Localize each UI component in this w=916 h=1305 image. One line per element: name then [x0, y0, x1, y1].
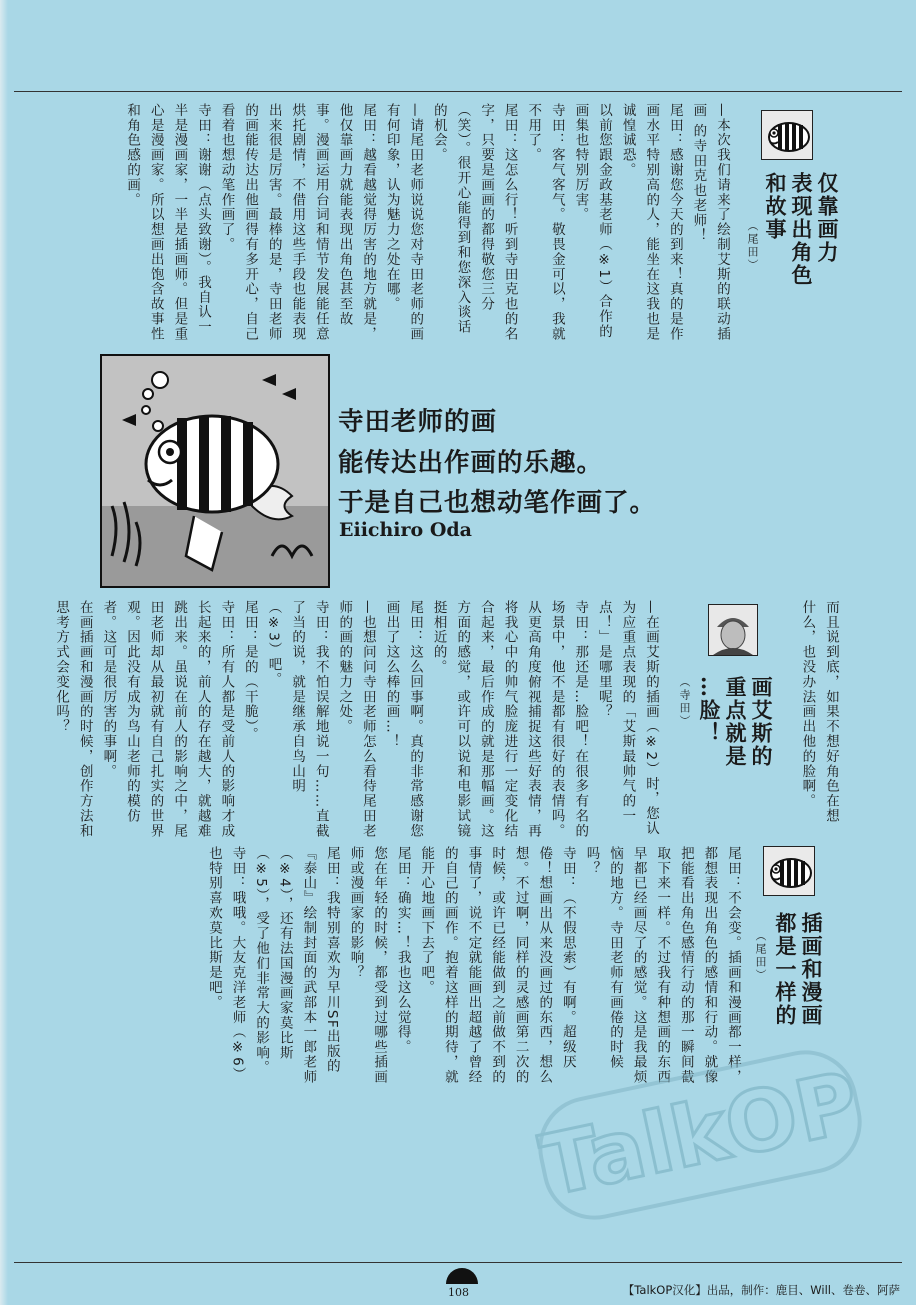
article-body-mid-right: 而且说到底，如果不想好角色在想什么，也没办法画出他的脸啊。	[799, 600, 839, 824]
section-byline-2: （寺田）	[678, 676, 691, 728]
article-body-mid-left: —在画艾斯的插画（※2）时，您认为应重点表现的「艾斯最帅气的一点！」是哪里呢？ 寺田：那还是…脸吧！在很多有名的场景中，他不是都有很好的表情吗。从更高角度俯视捕捉这些好表情，再将我心中的帅气脸庞进行一定变化结合起来，最后作成的就是那幅画。这方面的感觉，或许可以说和电影试镜挺相近的。 尾田：这么回事啊。真的非常感谢您画出了这么棒的画…！ —也想问问寺田老师怎么看待尾田老师的画的魅力之处。 寺田：我不怕误解地说一句……直截了当的说，就是继承自鸟山明（※3）吧。 尾田：是的（干脆）。 寺田：所有人都是受前人的影响才成长起来的，前人的存在越大，就越难跳出来。虽说在前人的影响之中，尾田老师却从最初就有自己扎实的世界观。因此没有成为鸟山老师的模仿者。这可是很厉害的事啊。 在画插画和漫画的时候，创作方法和思考方式会变化吗？	[53, 600, 659, 839]
pull-quote-signature: Eiichiro Oda	[339, 519, 472, 541]
translation-credit: 【TalkOP汉化】出品，制作：鹿目、Will、卷卷、阿萨	[622, 1283, 900, 1297]
oda-fish-icon-2	[763, 846, 815, 896]
section-byline-1: （尾田）	[746, 220, 759, 272]
article-body-top: —本次我们请来了绘制艾斯的联动插画 的寺田克也老师！ 尾田：感谢您今天的到来！真的是作画水平特别高的人，能坐在这我也是诚惶诚恐。 以前您跟金政基老师（※1）合作的画集也特别厉害。 寺田：客气客气。敬畏金可以，我就不用了。 尾田：这怎么行！听到寺田克也的名字，只要是画画的都得敬您三分（笑）。很开心能得到和您深入谈话的机会。 —请尾田老师说说您对寺田老师的画有何印象，认为魅力之处在哪。 尾田：越看越觉得厉害的地方就是，他仅靠画力就能表现出角色甚至故事。漫画运用台词和情节发展能任意烘托剧情，不借用这些手段也能表现出来很是厉害。最棒的是，寺田老师的画能传达出他画得有多开心，自己看着也想动笔作画了。 寺田：谢谢（点头致谢）。我自认一半是漫画家，一半是插画师。但是重心是漫画家。所以想画出饱含故事性和角色感的画。	[124, 103, 730, 342]
fish-character-illustration	[100, 354, 330, 588]
page-number-tab	[446, 1268, 478, 1284]
top-rule	[14, 91, 902, 92]
section-heading-1: 仅靠画力 表现出角色 和故事	[763, 172, 840, 287]
pull-quote-line-1: 寺田老师的画	[338, 407, 498, 437]
terada-photo-icon	[708, 604, 758, 656]
bottom-rule	[14, 1262, 902, 1263]
section-heading-3: 插画和漫画 都是一样的	[773, 912, 824, 1027]
pull-quote-line-2: 能传达出作画的乐趣。	[338, 448, 604, 478]
talkop-watermark	[520, 1035, 880, 1235]
page-edge	[0, 0, 8, 1305]
page-number: 108	[448, 1286, 469, 1299]
section-byline-3: （尾田）	[754, 930, 767, 982]
section-heading-2: 画艾斯的 重点就是 …脸！	[697, 676, 774, 768]
article-body-bottom: 尾田：不会变。插画和漫画都一样，都想表现出角色的感情和行动。就像把能看出角色感情行动的那一瞬间截取下来一样。不过我有种想画的东西早都已经画尽了的感觉。这是我最烦恼的地方。寺田老师有画倦的时候吗？ 寺田：（不假思索）有啊。超级厌倦！想画出从来没画过的东西，想么想。不过啊，同样的灵感画第二次的时候，或许已经能做到之前做不到的事情了，说不定就能画出超越了曾经的自己的画作。抱着这样的期待，就能开心地画下去了吧。 尾田：确实…！我也这么觉得。 您在年轻的时候，都受到过哪些插画师或漫画家的影响？ 尾田：我特别喜欢为早川SF出版的『泰山』绘制封面的武部本一郎老师（※4），还有法国漫画家莫比斯（※5），受了他们非常大的影响。 寺田：哦哦。大友克洋老师（※6）也特别喜欢莫比斯是吧。	[205, 846, 741, 1085]
pull-quote-line-3: 于是自己也想动笔作画了。	[338, 488, 657, 518]
talkop-watermark-text: TalkOP	[532, 1052, 867, 1216]
oda-fish-icon	[761, 110, 813, 160]
